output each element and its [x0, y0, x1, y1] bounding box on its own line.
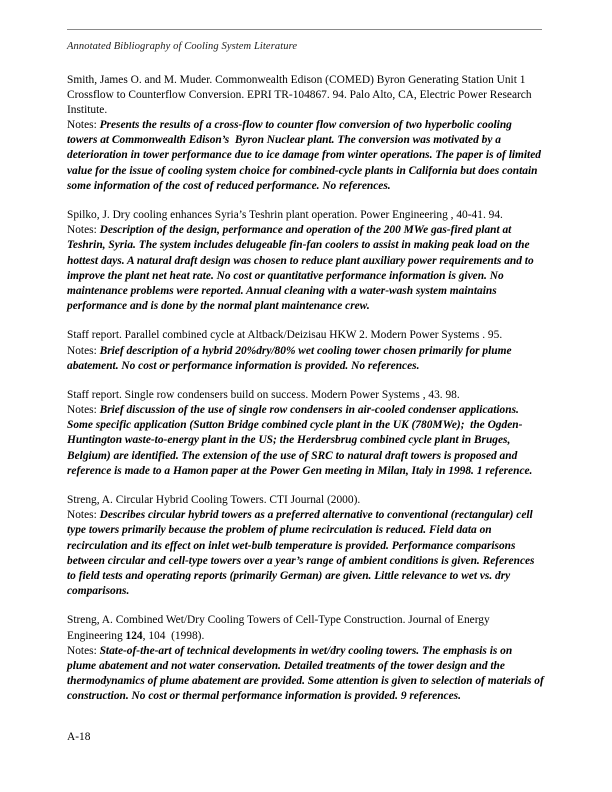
notes-label: Notes:	[67, 344, 100, 357]
running-head: Annotated Bibliography of Cooling System Literature	[67, 41, 298, 52]
entry-notes: Brief description of a hybrid 20%dry/80% wet cooling tower chosen primarily for plume abatement. No cost or performance information is provided. No references.	[67, 344, 515, 372]
entry-notes: Description of the design, performance and operation of the 200 MWe gas-fired plant at Teshrin, Syria. The system includes delugeable fin-fan coolers to assist in making peak load on the hottest days. A natural draft design was chosen to reduce plant auxiliary power requirements and to improve the plant net heat rate. No cost or quantitative performance information is given. No maintenance problems were reported. Annual cleaning with a water-wash system maintains performance and is done by the normal plant maintenance crew.	[67, 224, 537, 312]
bibliography-entry	[67, 388, 544, 479]
entry-notes: Presents the results of a cross-flow to counter flow conversion of two hyperbolic cooling towers at Commonwealth Edison’s Byron Nuclear plant. The conversion was motivated by a deterioration in tower performance due to ice damage from winter operations. The paper is of limited value for the issue of cooling system choice for combined-cycle plants in California but does contain some information of the cost of reduced performance. No references.	[67, 119, 544, 192]
bibliography-entries	[67, 73, 547, 704]
entry-notes: State-of-the-art of technical developments in wet/dry cooling towers. The emphasis is on plume abatement and not water conservation. Detailed treatments of the tower design and the thermodynamics of plume abatement are provided. Some attention is given to selection of materials of construction. No cost or thermal performance information is provided. 9 references.	[67, 644, 547, 702]
header-rule	[67, 29, 542, 30]
bibliography-entry	[67, 73, 544, 194]
notes-label: Notes:	[67, 119, 100, 132]
entry-citation: Smith, James O. and M. Muder. Commonwealth Edison (COMED) Byron Generating Station Unit 1 Crossflow to Counterflow Conversion. EPRI TR-104867. 94. Palo Alto, CA, Electric Power Research Institute.	[67, 74, 535, 117]
page-number: A-18	[67, 731, 91, 743]
entry-notes: Brief discussion of the use of single row condensers in air-cooled condenser applications. Some specific application (Sutton Bridge combined cycle plant in the UK (780MWe); the Ogden-Huntington waste-to-energy plant in the US; the Herdersbrug combined cycle plant in Bruges, Belgium) are identified. The extension of the use of SRC to natural draft towers is proposed and reference is made to a Hamon paper at the Power Gen meeting in Milan, Italy in 1998. 1 reference.	[67, 404, 533, 477]
entry-notes: Describes circular hybrid towers as a preferred alternative to conventional (rectangular) cell type towers primarily because the problem of plume recirculation is reduced. Field data on recirculation and its effect on inlet wet-bulb temperature is provided. Performance comparisons between circular and cell-type towers over a year’s range of ambient conditions is given. References to field tests and operating reports (primarily German) are given. Little relevance to wet vs. dry comparisons.	[67, 509, 538, 597]
bibliography-entry	[67, 208, 544, 314]
bibliography-entry	[67, 493, 544, 599]
entry-citation	[67, 614, 493, 641]
citation-text-post: , 104 (1998).	[142, 629, 205, 642]
citation-volume: 124	[125, 629, 143, 642]
citation-text-pre: Streng, A. Combined Wet/Dry Cooling Towers of Cell-Type Construction. Journal of Energy Engineering	[67, 614, 493, 642]
entry-citation: Staff report. Single row condensers build on success. Modern Power Systems , 43. 98.	[67, 389, 460, 402]
notes-label: Notes:	[67, 644, 100, 657]
entry-citation: Staff report. Parallel combined cycle at Altback/Deizisau HKW 2. Modern Power Systems . 95.	[67, 329, 503, 342]
bibliography-entry	[67, 613, 547, 704]
bibliography-entry	[67, 328, 544, 373]
entry-citation: Streng, A. Circular Hybrid Cooling Towers. CTI Journal (2000).	[67, 494, 361, 507]
notes-label: Notes:	[67, 224, 100, 237]
notes-label: Notes:	[67, 404, 100, 417]
notes-label: Notes:	[67, 509, 100, 522]
entry-citation: Spilko, J. Dry cooling enhances Syria’s Teshrin plant operation. Power Engineering , 40-41. 94.	[67, 209, 503, 222]
